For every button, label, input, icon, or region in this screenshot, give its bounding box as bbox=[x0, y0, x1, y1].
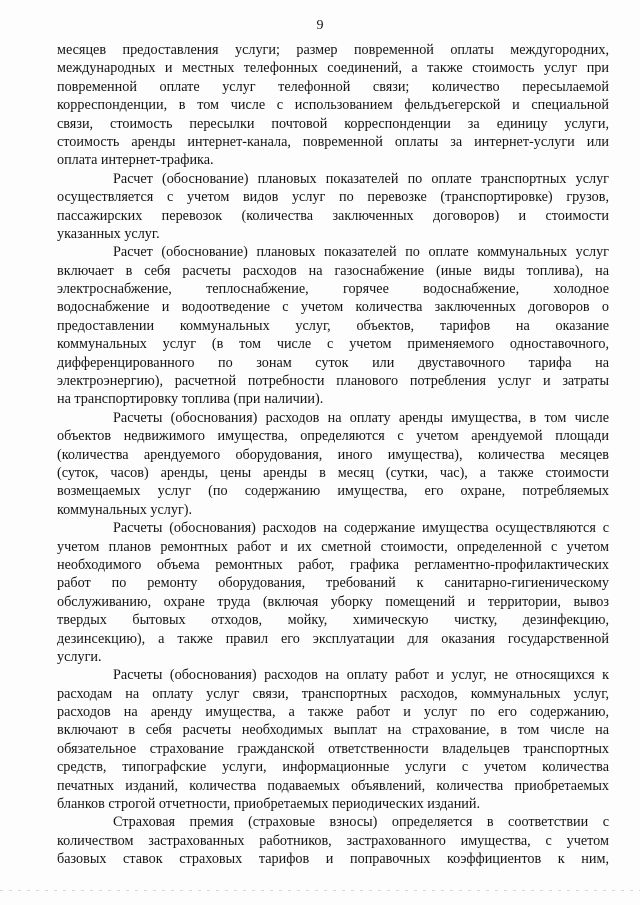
text-line: стоимость аренды интернет-канала, повременной оплаты за интернет-услуги или bbox=[57, 133, 609, 150]
text-line: корреспонденции, в том числе с использованием фельдъегерской и специальной bbox=[57, 97, 609, 114]
text-line: повременной оплате услуг телефонной связи; количество пересылаемой bbox=[57, 78, 609, 95]
text-line: оплата интернет-трафика. bbox=[57, 152, 214, 169]
text-line: предоставлении коммунальных услуг, объектов, тарифов на оказание bbox=[57, 317, 609, 334]
text-line: включает в себя расчеты расходов на газоснабжение (иные виды топлива), на bbox=[57, 262, 609, 279]
text-line: Расчеты (обоснования) расходов на оплату аренды имущества, в том числе bbox=[113, 409, 609, 426]
text-line: Расчеты (обоснования) расходов на содержание имущества осуществляются с bbox=[113, 520, 609, 537]
text-line: Страховая премия (страховые взносы) определяется в соответствии с bbox=[113, 814, 609, 831]
document-body bbox=[57, 41, 609, 869]
text-line: на транспортировку топлива (при наличии). bbox=[57, 391, 324, 408]
text-line: указанных услуг. bbox=[57, 225, 160, 242]
text-line: бланков строгой отчетности, приобретаемых периодических изданий. bbox=[57, 796, 481, 813]
text-line: твердых бытовых отходов, мойку, химическую чистку, дезинфекцию, bbox=[57, 612, 609, 629]
text-line: включают в себя расчеты необходимых выплат на страхование, в том числе на bbox=[57, 722, 609, 739]
text-line: осуществляется с учетом видов услуг по перевозке (транспортировке) грузов, bbox=[57, 189, 609, 206]
text-line: связи, стоимость пересылки почтовой корреспонденции за единицу услуги, bbox=[57, 115, 609, 132]
text-line: Расчет (обоснование) плановых показателей по оплате коммунальных услуг bbox=[113, 244, 609, 261]
text-line: необходимого объема ремонтных работ, графика регламентно-профилактических bbox=[57, 556, 609, 573]
text-line: электроснабжение, теплоснабжение, горячее водоснабжение, холодное bbox=[57, 281, 609, 298]
text-line: электроэнергию), расчетной потребности планового потребления услуг и затраты bbox=[57, 373, 609, 390]
text-line: международных и местных телефонных соединений, а также стоимость услуг при bbox=[57, 60, 609, 77]
text-line: месяцев предоставления услуги; размер повременной оплаты междугородних, bbox=[57, 42, 609, 58]
text-line: обязательное страхование гражданской ответственности владельцев транспортных bbox=[57, 740, 609, 757]
text-line: Расчет (обоснование) плановых показателей по оплате транспортных услуг bbox=[113, 170, 609, 187]
text-line: коммунальных услуг (в том числе с учетом применяемого одноставочного, bbox=[57, 336, 609, 353]
text-line: расходам на оплату услуг связи, транспортных расходов, коммунальных услуг, bbox=[57, 685, 609, 702]
text-line: дезинсекцию), а также правил его эксплуатации для оказания государственной bbox=[57, 630, 609, 647]
text-line: обслуживанию, охране труда (включая уборку помещений и территории, вывоз bbox=[57, 593, 609, 610]
text-line: расходов на аренду имущества, а также работ и услуг по его содержанию, bbox=[57, 704, 609, 721]
text-line: количеством застрахованных работников, застрахованного имущества, с учетом bbox=[57, 832, 609, 849]
text-line: возмещаемых услуг (по содержанию имущества, его охране, потребляемых bbox=[57, 483, 609, 500]
text-line: услуги. bbox=[57, 648, 102, 665]
text-line: (суток, часов) аренды, цены аренды в месяц (сутки, час), а также стоимости bbox=[57, 464, 609, 481]
text-line: печатных изданий, количества подаваемых объявлений, количества приобретаемых bbox=[57, 777, 609, 794]
text-line: работ по ремонту оборудования, требований к санитарно-гигиеническому bbox=[57, 575, 609, 592]
text-line: дифференцированного по зонам суток или двуставочного тарифа на bbox=[57, 354, 609, 371]
text-line: средств, типографские услуги, информационные услуги с учетом количества bbox=[57, 759, 609, 776]
text-line: пассажирских перевозок (количества заключенных договоров) и стоимости bbox=[57, 207, 609, 224]
scan-artifact-line bbox=[0, 890, 640, 891]
text-line: водоснабжение и водоотведение с учетом количества заключенных договоров о bbox=[57, 299, 609, 316]
text-line: базовых ставок страховых тарифов и поправочных коэффициентов к ним, bbox=[57, 851, 609, 868]
text-line: объектов недвижимого имущества, определяются с учетом арендуемой площади bbox=[57, 428, 609, 445]
text-line: учетом планов ремонтных работ и их сметной стоимости, определенной с учетом bbox=[57, 538, 609, 555]
page-number: 9 bbox=[316, 18, 324, 33]
text-line: коммунальных услуг). bbox=[57, 501, 193, 518]
text-line: Расчеты (обоснования) расходов на оплату работ и услуг, не относящихся к bbox=[113, 667, 609, 684]
text-line: (количества арендуемого оборудования, иного имущества), количества месяцев bbox=[57, 446, 609, 463]
